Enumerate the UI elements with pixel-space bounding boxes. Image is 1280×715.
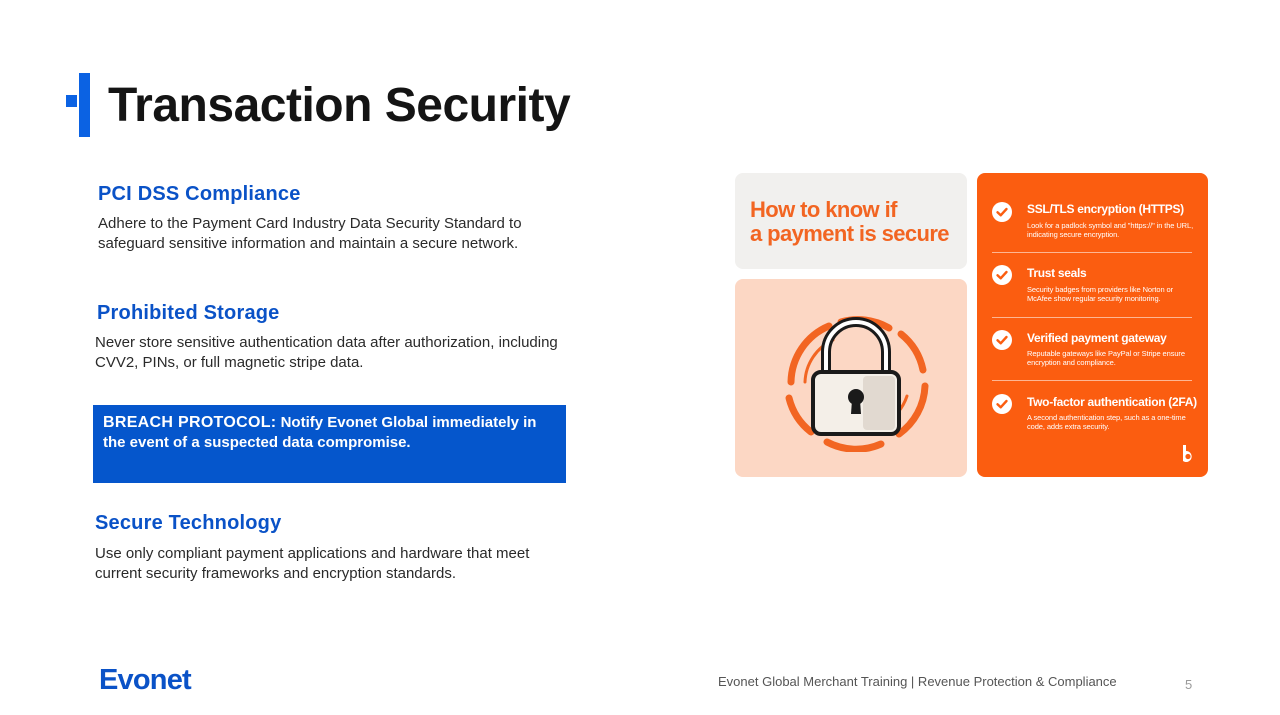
feature-divider: [992, 252, 1192, 253]
feature-title: Trust seals: [1027, 266, 1087, 280]
feature-divider: [992, 317, 1192, 318]
pci-heading: PCI DSS Compliance: [98, 183, 301, 205]
headline-line-1: How to know if: [750, 197, 897, 222]
breach-protocol-box: [93, 405, 566, 483]
feature-title: Two-factor authentication (2FA): [1027, 395, 1197, 409]
feature-divider: [992, 380, 1192, 381]
feature-title: SSL/TLS encryption (HTTPS): [1027, 202, 1184, 216]
check-circle-icon: [992, 394, 1012, 414]
check-circle-icon: [992, 265, 1012, 285]
page-number: 5: [1185, 677, 1193, 692]
technology-heading: Secure Technology: [95, 512, 282, 534]
breach-body: Notify Evonet Global immediately in the event of a suspected data compromise.: [103, 414, 537, 451]
brand-b-icon: [1182, 445, 1194, 463]
prohibited-body: Never store sensitive authentication data after authorization, including CVV2, PINs, or full magnetic stripe data.: [95, 334, 558, 371]
headline-line-2: a payment is secure: [750, 221, 949, 246]
infographic-headline: [750, 198, 949, 246]
feature-desc: Security badges from providers like Norton or McAfee show regular security monitoring.: [1027, 285, 1173, 303]
pci-body: Adhere to the Payment Card Industry Data Security Standard to safeguard sensitive information and maintain a secure network.: [98, 215, 522, 252]
prohibited-heading: Prohibited Storage: [97, 302, 280, 324]
check-circle-icon: [992, 330, 1012, 350]
page-title: Transaction Security: [108, 79, 571, 132]
check-circle-icon: [992, 202, 1012, 222]
feature-desc: Reputable gateways like PayPal or Stripe ensure encryption and compliance.: [1027, 349, 1185, 367]
technology-body: Use only compliant payment applications and hardware that meet current security frameworks and encryption standards.: [95, 545, 530, 582]
evonet-logo: Evonet: [99, 664, 191, 696]
title-accent-icon: [66, 73, 92, 137]
feature-desc: A second authentication step, such as a one-time code, adds extra security.: [1027, 413, 1186, 431]
footer-text: Evonet Global Merchant Training | Revenue Protection & Compliance: [718, 674, 1117, 689]
breach-lead: BREACH PROTOCOL:: [103, 414, 277, 431]
feature-desc: Look for a padlock symbol and "https://" in the URL, indicating secure encryption.: [1027, 221, 1194, 239]
feature-title: Verified payment gateway: [1027, 331, 1167, 345]
padlock-icon: [771, 312, 941, 452]
